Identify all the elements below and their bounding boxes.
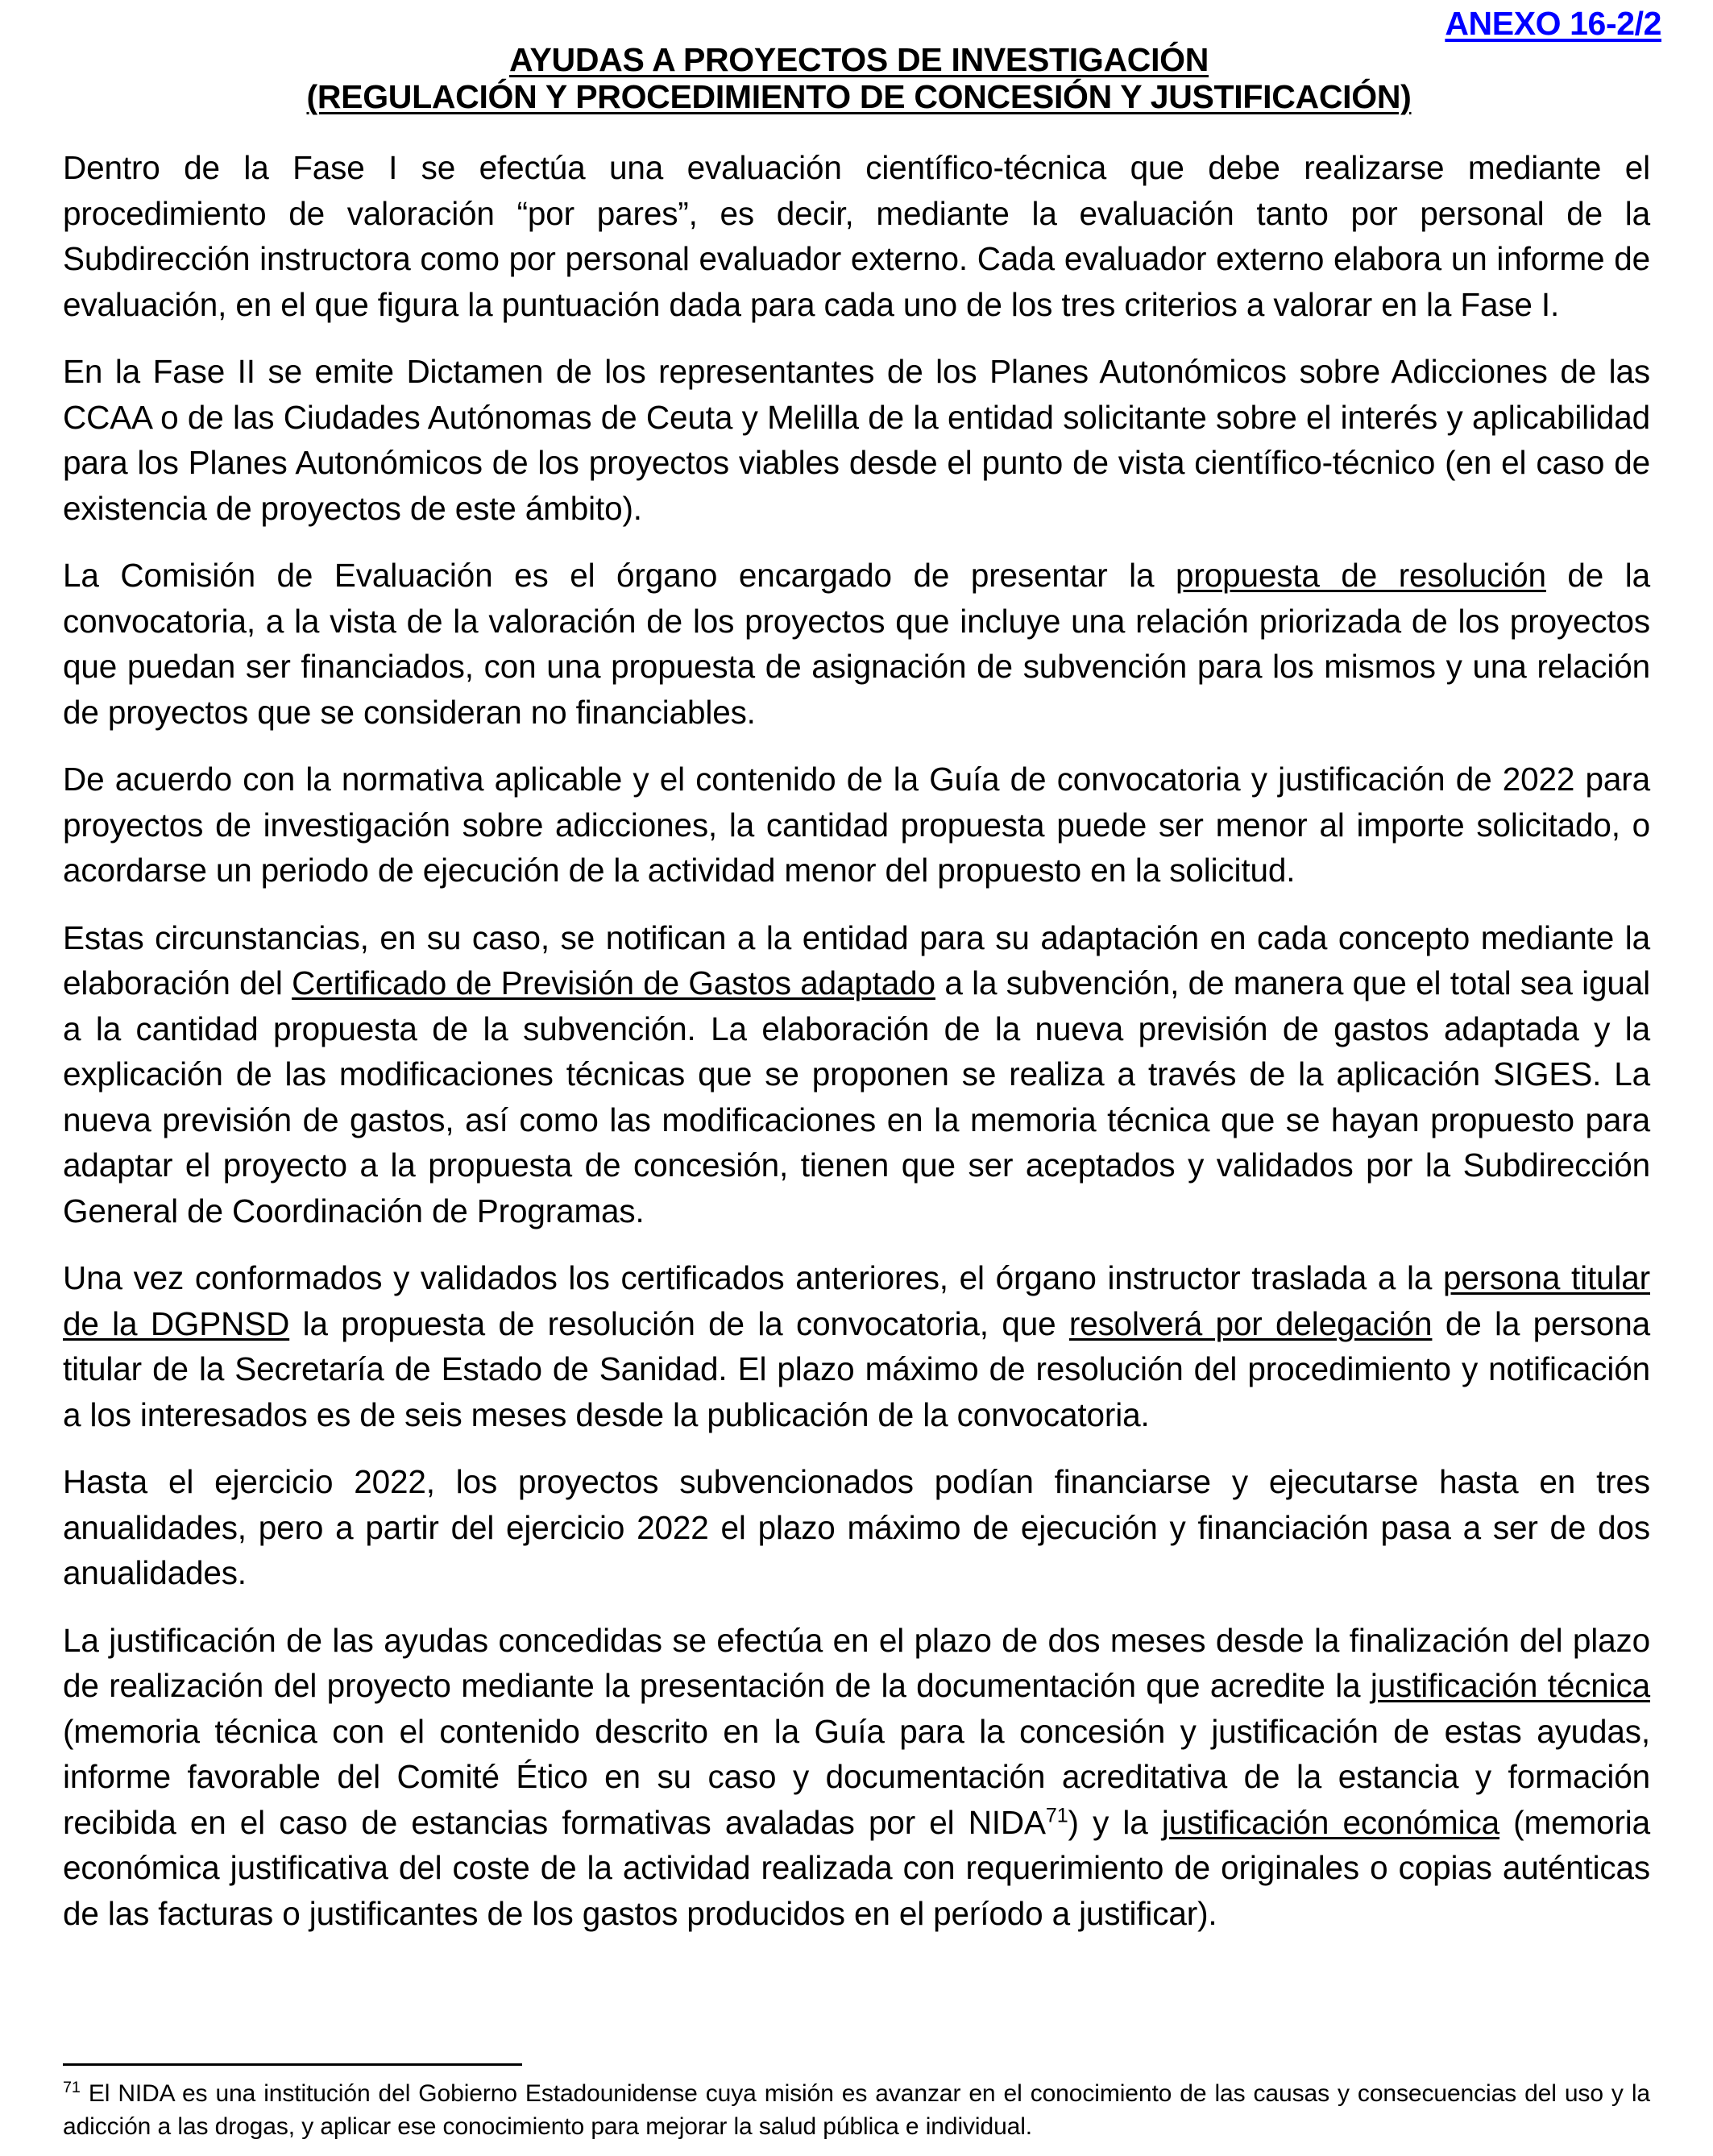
paragraph-4 [63,757,1650,893]
footnote-1-text: El NIDA es una institución del Gobierno Estadounidense cuya misión es avanzar en el conocimiento de las causas y consecuencias del uso y la adicción a las drogas, y aplicar ese conocimiento para mejorar la salud pública e individual. [63,2080,1650,2140]
paragraph-6-text-part-2: la propuesta de resolución de la convocatoria, que [289,1304,1069,1342]
paragraph-8-underlined-justificacion-economica: justificación económica [1161,1803,1499,1841]
footnote-1 [63,2077,1650,2143]
document-title-line-2-text: (REGULACIÓN Y PROCEDIMIENTO DE CONCESIÓN Y JUSTIFICACIÓN) [306,77,1412,115]
paragraph-2-text: En la Fase II se emite Dictamen de los representantes de los Planes Autonómicos sobre Adicciones de las CCAA o de las Ciudades Autónomas de Ceuta y Melilla de la entidad solicitante sobre el interés y aplicabilidad para los Planes Autonómicos de los proyectos viables desde el punto de vista científico-técnico (en el caso de existencia de proyectos de este ámbito). [63,353,1650,527]
paragraph-8 [63,1618,1650,1937]
footnote-reference-marker: 71 [1045,1804,1068,1826]
annex-marker: ANEXO 16-2/2 [1445,5,1661,42]
paragraph-1 [63,145,1650,327]
document-title-line-2 [63,79,1655,116]
paragraph-8-text-part-4: (memoria económica justificativa del coste de la actividad realizada con requerimiento de originales o copias auténticas de las facturas o justificantes de los gastos producidos en el período a justificar). [63,1803,1651,1932]
document-title-block [63,42,1655,115]
paragraph-6-text-part-3: de la persona titular de la Secretaría de Estado de Sanidad. El plazo máximo de resolución del procedimiento y notificación a los interesados es de seis meses desde la publicación de la convocatoria. [63,1304,1650,1433]
footnote-separator-rule [63,2063,522,2066]
paragraph-5 [63,915,1650,1234]
paragraph-2 [63,349,1650,531]
paragraph-5-underlined-certificado-de-prevision-de-gastos-adaptado: Certificado de Previsión de Gastos adaptado [292,964,935,1001]
document-title-line-1 [63,42,1655,79]
footnote-number: 71 [63,2079,81,2096]
paragraph-3-underlined-propuesta-de-resolucion: propuesta de resolución [1175,557,1546,594]
paragraph-3-text-part-1: La Comisión de Evaluación es el órgano encargado de presentar la [63,557,1176,594]
footnote-area [63,2063,1650,2143]
paragraph-5-text-part-2: a la subvención, de manera que el total sea igual a la cantidad propuesta de la subvención. La elaboración de la nueva previsión de gastos adaptada y la explicación de las modificaciones técnicas que se proponen se realiza a través de la aplicación SIGES. La nueva previsión de gastos, así como las modificaciones en la memoria técnica que se hayan propuesto para adaptar el proyecto a la propuesta de concesión, tienen que ser aceptados y validados por la Subdirección General de Coordinación de Programas. [63,964,1650,1229]
paragraph-8-underlined-justificacion-tecnica: justificación técnica [1370,1667,1650,1704]
annex-marker-row [0,5,1661,43]
paragraph-8-text-part-1: La justificación de las ayudas concedidas se efectúa en el plazo de dos meses desde la finalización del plazo de realización del proyecto mediante la presentación de la documentación que acredite la [63,1621,1650,1704]
paragraph-6-text-part-1: Una vez conformados y validados los certificados anteriores, el órgano instructor traslada a la [63,1259,1443,1296]
paragraph-7 [63,1459,1650,1596]
paragraph-8-text-part-2: (memoria técnica con el contenido descrito en la Guía para la concesión y justificación de estas ayudas, informe favorable del Comité Ético en su caso y documentación acreditativa de la estancia y formación recibida en el caso de estancias formativas avaladas por el NIDA [63,1712,1650,1841]
paragraph-6-underlined-resolvera-por-delegacion: resolverá por delegación [1068,1304,1433,1342]
document-title-line-1-text: AYUDAS A PROYECTOS DE INVESTIGACIÓN [508,41,1209,78]
paragraph-6-underlined-persona-titular-de-la-dgpnsd: persona titular de la DGPNSD [63,1259,1650,1342]
paragraph-6 [63,1255,1650,1437]
document-body [63,145,1650,1936]
paragraph-8-text-part-3: ) y la [1068,1803,1162,1841]
paragraph-3-text-part-2: de la convocatoria, a la vista de la valoración de los proyectos que incluye una relación priorizada de los proyectos que puedan ser financiados, con una propuesta de asignación de subvención para los mismos y una relación de proyectos que se consideran no financiables. [63,557,1650,731]
paragraph-1-text: Dentro de la Fase I se efectúa una evaluación científico-técnica que debe realizarse mediante el procedimiento de valoración “por pares”, es decir, mediante la evaluación tanto por personal de la Subdirección instructora como por personal evaluador externo. Cada evaluador externo elabora un informe de evaluación, en el que figura la puntuación dada para cada uno de los tres criterios a valorar en la Fase I. [63,149,1650,323]
paragraph-3 [63,553,1650,735]
paragraph-7-text: Hasta el ejercicio 2022, los proyectos subvencionados podían financiarse y ejecutarse hasta en tres anualidades, pero a partir del ejercicio 2022 el plazo máximo de ejecución y financiación pasa a ser de dos anualidades. [63,1463,1650,1591]
paragraph-4-text: De acuerdo con la normativa aplicable y el contenido de la Guía de convocatoria y justificación de 2022 para proyectos de investigación sobre adicciones, la cantidad propuesta puede ser menor al importe solicitado, o acordarse un periodo de ejecución de la actividad menor del propuesto en la solicitud. [63,761,1650,889]
paragraph-5-text-part-1: Estas circunstancias, en su caso, se notifican a la entidad para su adaptación en cada concepto mediante la elaboración del [63,918,1650,1001]
